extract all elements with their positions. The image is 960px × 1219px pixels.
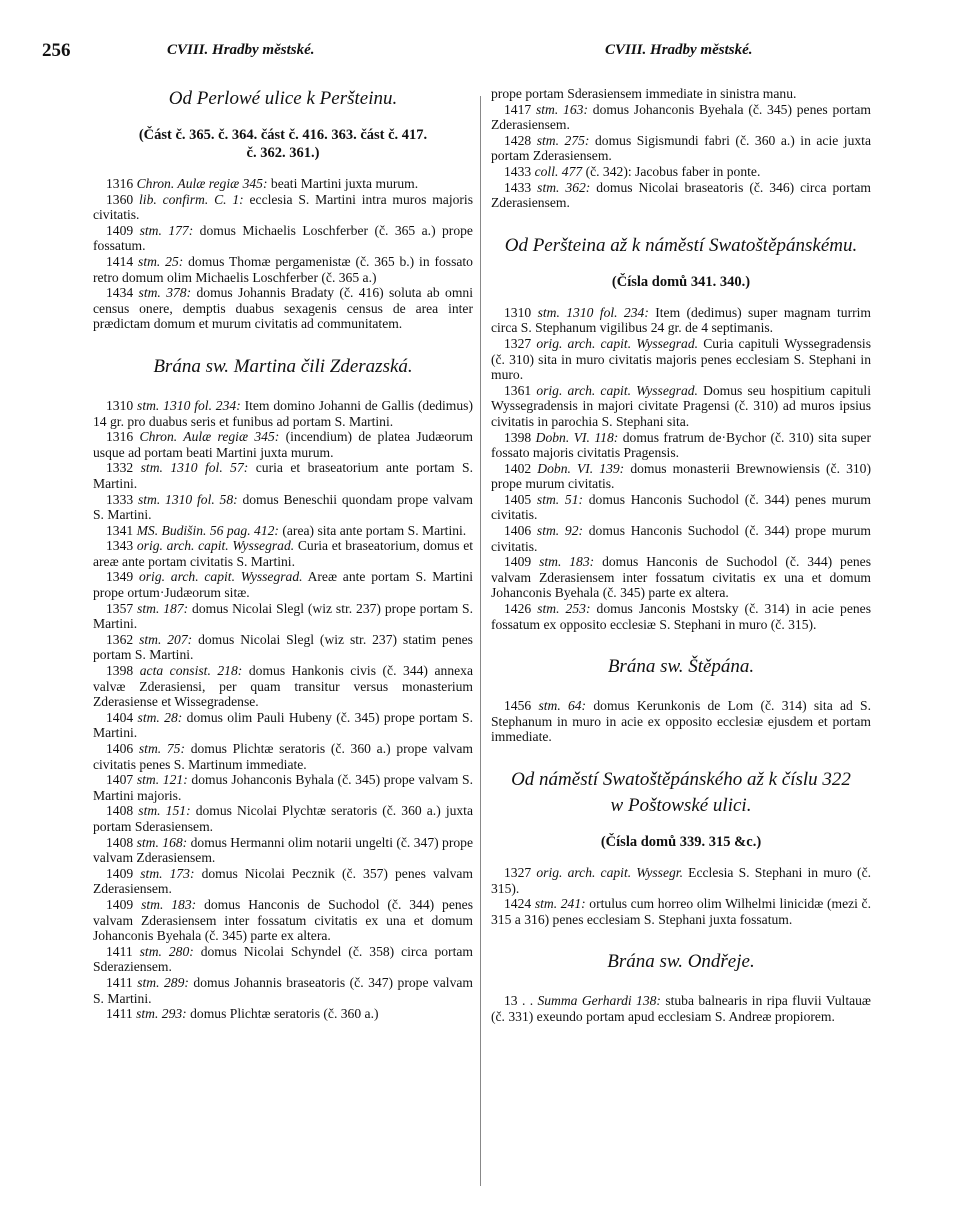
entry-text: domus fratrum de·Bychor (č. 310) sita super fossato majoris civitatis Pragensis.	[491, 429, 871, 461]
entry	[93, 538, 473, 569]
entry-text: ecclesia S. Martini intra muros majoris civitatis.	[93, 191, 474, 223]
house-numbers: (Čísla domů 339. 315 &c.)	[600, 834, 762, 850]
entry-source: stm. 280:	[139, 943, 194, 959]
entry	[93, 569, 473, 600]
entry-year: 1360	[106, 191, 134, 207]
entry-year: 1327	[504, 335, 532, 351]
entry	[93, 1006, 473, 1022]
entry-source: stm. 183:	[141, 896, 197, 912]
entry-year: 1398	[106, 663, 134, 679]
entry-text: domus Nicolai Plychtæ seratoris (č. 360 a.) juxta portam Sderasiensem.	[93, 803, 473, 834]
entry-text: domus Thomæ pergamenistæ (č. 365 b.) in fossato retro domum olim Michaelis Loschferber (č. 365 a.)	[93, 253, 473, 285]
entry-source: orig. arch. capit. Wyssegrad.	[536, 335, 699, 351]
entry-source: orig. arch. capit. Wyssegrad.	[136, 538, 295, 554]
entry-source: stm. 121:	[136, 772, 188, 788]
entry-text: domus monasterii Brewnowiensis (č. 310) prope murum civitatis.	[491, 460, 871, 492]
house-numbers: (Část č. 365. č. 364. část č. 416. 363. část č. 417.	[138, 127, 428, 143]
entry-year: 1316	[106, 176, 134, 191]
entry-year: 1409	[106, 896, 134, 912]
entry	[93, 429, 473, 460]
entry-text: domus Hanconis Suchodol (č. 344) penes murum civitatis.	[491, 491, 872, 523]
entry	[93, 176, 473, 192]
entry-text: domus Nicolai Pecznik (č. 357) penes valvam Zderasiensem.	[93, 865, 473, 897]
section-title: Brána sw. Martina čili Zderazská.	[153, 355, 413, 377]
entry-source: orig. arch. capit. Wyssegrad.	[138, 569, 303, 585]
entry-text: stuba balnearis in ripa fluvii Vultauæ (č. 331) exeundo portam apud ecclesiam S. Andreæ propiorem.	[491, 993, 871, 1024]
entry	[491, 102, 871, 133]
entry	[93, 835, 473, 866]
left-column	[93, 86, 473, 1022]
entry-source: stm. 1310 fol. 57:	[140, 460, 249, 476]
entry-text: domus Nicolai Slegl (wiz str. 237) prope portam S. Martini.	[93, 600, 474, 632]
entry-year: 1411	[106, 943, 133, 959]
entry	[491, 305, 871, 336]
entry-source: stm. 64:	[538, 698, 587, 714]
entry	[491, 164, 871, 180]
entry-year: 1343	[106, 538, 134, 554]
entry	[491, 554, 871, 601]
entry-year: 1409	[504, 554, 532, 570]
entry-list	[491, 698, 871, 745]
entry-text: Curia capituli Wyssegradensis (č. 310) sita in muro civitatis majoris penes ecclesiam S. Stephani in muro.	[491, 335, 871, 383]
entry-source: stm. 289:	[137, 974, 189, 990]
entry-year: 13 . .	[504, 993, 534, 1009]
entry	[93, 663, 473, 710]
entry-year: 1411	[106, 974, 133, 990]
entry-text: beati Martini juxta murum.	[270, 176, 419, 191]
entry-year: 1424	[504, 896, 532, 912]
entry-year: 1316	[106, 429, 134, 445]
entry-text: ortulus cum horreo olim Wilhelmi linicidæ (mezi č. 315 a 316) penes ecclesiam S. Stephani juxta fossatum.	[491, 896, 871, 927]
entry-list	[491, 102, 871, 211]
entry-source: lib. confirm. C. 1:	[139, 191, 244, 207]
entry-year: 1414	[106, 253, 134, 269]
entry-year: 1357	[106, 600, 134, 616]
entry-text: domus Johannis Bradaty (č. 416) soluta ab omni census onere, demptis duabus sexagenis census de area inter prædictam domum et murum civitatis ad communitatem.	[93, 285, 473, 332]
entry-source: stm. 362:	[537, 179, 591, 195]
entry	[93, 710, 473, 741]
entry-year: 1398	[504, 429, 532, 445]
entry	[93, 975, 473, 1006]
entry	[93, 803, 473, 834]
continuation-text: prope portam Sderasiensem immediate in sinistra manu.	[491, 86, 797, 101]
entry	[491, 383, 871, 430]
entry-source: acta consist. 218:	[139, 663, 243, 679]
entry-source: orig. arch. capit. Wyssegrad.	[536, 382, 698, 398]
entry-source: stm. 163:	[535, 101, 588, 117]
entry-source: coll. 477	[534, 163, 583, 179]
section-title: Od Perlowé ulice k Peršteinu.	[168, 88, 398, 109]
entry-text: Curia et braseatorium, domus et areæ ante portam civitatis S. Martini.	[93, 538, 474, 569]
entry	[93, 460, 473, 491]
entry	[93, 601, 473, 632]
column-divider	[480, 96, 481, 1186]
entry-year: 1407	[106, 772, 134, 788]
entry	[93, 192, 473, 223]
entry-text: domus Plichtæ seratoris (č. 360 a.) prope valvam civitatis penes S. Martinum immediate.	[93, 741, 473, 772]
entry	[93, 398, 473, 429]
section-title: Od náměstí Swatoštěpánského až k číslu 322	[511, 769, 851, 790]
entry-source: stm. 187:	[137, 600, 189, 616]
entry-text: domus Plichtæ seratoris (č. 360 a.)	[190, 1006, 379, 1022]
entry	[93, 944, 473, 975]
entry-text: Domus seu hospitium capituli Wyssegradensis in majori civitate Pragensi (č. 310) ad muros ipsius civitatis in parochia S. Stephani sita.	[491, 382, 871, 429]
entry-year: 1406	[504, 523, 532, 539]
entry-text: domus Johannis braseatoris (č. 347) prope valvam S. Martini.	[93, 974, 473, 1006]
entry-text: Item (dedimus) super magnam turrim circa S. Stephanum vigilibus 24 gr. de 4 septimanis.	[491, 304, 871, 336]
entry-year: 1361	[504, 382, 532, 398]
entry	[93, 866, 473, 897]
page-header	[42, 40, 918, 70]
entry-text: domus Hanconis Suchodol (č. 344) prope murum civitatis.	[491, 523, 872, 554]
entry	[491, 461, 871, 492]
entry	[491, 865, 871, 896]
entry-text: domus Kerunkonis de Lom (č. 314) sita ad S. Stephanum in muro in acie ex opposito ecclesiæ ejusdem et portam immediate.	[491, 698, 872, 745]
entry-text: domus Michaelis Loschferber (č. 365 a.) prope fossatum.	[93, 222, 473, 254]
entry	[491, 601, 871, 632]
entry-source: MS. Budišin. 56 pag. 412:	[136, 522, 279, 538]
section-title: w Poštowské ulici.	[610, 795, 752, 816]
entry-text: domus Nicolai braseatoris (č. 346) circa portam Zderasiensem.	[491, 179, 871, 211]
section-title: Brána sw. Štěpána.	[607, 656, 755, 678]
entry-year: 1411	[106, 1006, 133, 1022]
entry-source: stm. 275:	[536, 132, 590, 148]
entry-year: 1327	[504, 865, 532, 880]
entry	[93, 632, 473, 663]
entry	[93, 741, 473, 772]
entry-year: 1310	[106, 397, 134, 413]
entry	[491, 492, 871, 523]
entry-year: 1333	[106, 491, 134, 507]
entry-text: curia et braseatorium ante portam S. Martini.	[93, 460, 474, 491]
entry-source: stm. 177:	[139, 222, 194, 238]
entry-year: 1402	[504, 460, 532, 476]
entry-text: domus Janconis Mostsky (č. 314) in acie penes fossatum ex opposito ecclesiæ S. Stephani in muro (č. 315).	[491, 601, 871, 632]
entry-year: 1456	[504, 698, 532, 714]
entry-year: 1409	[106, 865, 134, 881]
entry-year: 1349	[106, 569, 134, 585]
entry-list	[491, 993, 871, 1024]
entry-source: stm. 173:	[140, 865, 195, 881]
entry-source: Dobn. VI. 139:	[537, 460, 625, 476]
entry	[93, 523, 473, 539]
entry-year: 1408	[106, 803, 134, 819]
entry-text: Ecclesia S. Stephani in muro (č. 315).	[491, 865, 872, 896]
entry-source: Dobn. VI. 118:	[535, 429, 619, 445]
entry	[93, 492, 473, 523]
entry-year: 1404	[106, 709, 134, 725]
house-numbers: (Čísla domů 341. 340.)	[611, 273, 751, 290]
entry	[491, 336, 871, 383]
entry-source: orig. arch. capit. Wyssegr.	[536, 865, 683, 880]
entry-source: stm. 51:	[536, 491, 584, 507]
entry-text: domus Hermanni olim notarii ungelti (č. 347) prope valvam Zderasiensem.	[93, 834, 473, 866]
entry	[93, 897, 473, 944]
section-title: Brána sw. Ondřeje.	[607, 951, 755, 973]
entry-year: 1362	[106, 631, 134, 647]
entry-source: stm. 1310 fol. 234:	[537, 304, 649, 320]
entry-year: 1310	[504, 304, 532, 320]
entry-text: domus Johanconis Byehala (č. 345) penes portam Zderasiensem.	[491, 101, 871, 133]
entry	[491, 133, 871, 164]
entry-list	[491, 305, 871, 632]
entry-text: (č. 342): Jacobus faber in ponte.	[585, 163, 761, 179]
entry-text: domus Sigismundi fabri (č. 360 a.) in acie juxta portam Zderasiensem.	[491, 132, 871, 164]
entry-source: stm. 293:	[136, 1006, 187, 1022]
entry	[93, 254, 473, 285]
entry-source: stm. 241:	[534, 896, 586, 912]
page-number: 256	[42, 40, 71, 61]
running-head-right: CVIII. Hradby městské.	[605, 42, 753, 58]
entry-text: domus olim Pauli Hubeny (č. 345) prope portam S. Martini.	[93, 709, 473, 741]
entry-year: 1408	[106, 834, 134, 850]
entry-source: stm. 378:	[138, 285, 192, 301]
entry-source: stm. 207:	[139, 631, 193, 647]
entry-text: domus Hankonis civis (č. 344) annexa valvæ Zderasiensi, per quam transitur versus monasterium Zderasiense et Wissegradense.	[93, 663, 473, 710]
entry-text: domus Hanconis de Suchodol (č. 344) penes valvam Zderasiensem inter fossatum civitatis ex una et domum Johanconis Byehala (č. 345) parte ex altera.	[491, 554, 871, 601]
entry-year: 1433	[504, 163, 532, 179]
entry-year: 1428	[504, 132, 532, 148]
entry-text: domus Beneschii quondam prope valvam S. Martini.	[93, 491, 473, 523]
entry	[491, 896, 871, 927]
entry-source: stm. 253:	[537, 601, 591, 617]
entry	[491, 993, 871, 1024]
entry	[93, 772, 473, 803]
entry-text: domus Hanconis de Suchodol (č. 344) penes valvam Zderasiensem inter fossatum civitatis ex una et domum Johanconis Byehala (č. 345) parte ex altera.	[93, 896, 473, 944]
entry-text: Areæ ante portam S. Martini prope ortum·Judæorum sitæ.	[93, 569, 473, 601]
running-head-left: CVIII. Hradby městské.	[167, 42, 315, 58]
entry	[491, 430, 871, 461]
entry-source: stm. 25:	[138, 253, 184, 269]
entry	[93, 285, 473, 332]
entry	[491, 523, 871, 554]
entry-text: domus Nicolai Schyndel (č. 358) circa portam Sderaziensem.	[93, 943, 473, 975]
house-numbers: č. 362. 361.)	[246, 145, 320, 161]
entry-text: (area) sita ante portam S. Martini.	[282, 522, 467, 538]
right-column	[491, 86, 871, 1025]
entry-year: 1433	[504, 179, 532, 195]
entry-year: 1434	[106, 285, 134, 301]
entry-year: 1332	[106, 460, 134, 476]
entry	[491, 180, 871, 211]
entry	[93, 223, 473, 254]
entry-year: 1426	[504, 601, 532, 617]
entry-source: stm. 75:	[138, 741, 185, 756]
entry-source: stm. 92:	[536, 523, 584, 539]
entry-year: 1405	[504, 491, 532, 507]
entry-text: domus Nicolai Slegl (wiz str. 237) statim penes portam S. Martini.	[93, 631, 473, 663]
entry-year: 1406	[106, 741, 134, 756]
entry-list	[491, 865, 871, 927]
entry	[491, 698, 871, 745]
entry-source: stm. 1310 fol. 58:	[137, 491, 238, 507]
entry-source: stm. 151:	[138, 803, 191, 819]
entry-year: 1409	[106, 222, 134, 238]
entry-source: stm. 183:	[539, 554, 595, 570]
entry-list	[93, 398, 473, 1022]
entry-year: 1341	[106, 522, 134, 538]
entry-source: stm. 28:	[137, 709, 183, 725]
entry-source: Chron. Aulæ regiæ 345:	[139, 429, 280, 445]
entry-source: Chron. Aulæ regiæ 345:	[136, 176, 268, 191]
section-title: Od Peršteina až k náměstí Swatoštěpánskému.	[504, 234, 858, 256]
entry-text: Item domino Johanni de Gallis (dedimus) 14 gr. pro duabus seris et funibus ad portam S. Martini.	[93, 397, 473, 429]
entry-text: domus Johanconis Byhala (č. 345) prope valvam S. Martini majoris.	[93, 772, 473, 803]
entry-year: 1417	[504, 101, 532, 117]
entry-list	[93, 176, 473, 332]
entry-source: stm. 1310 fol. 234:	[137, 397, 241, 413]
entry-text: (incendium) de platea Judæorum usque ad portam beati Martini juxta murum.	[93, 429, 473, 460]
entry-source: stm. 168:	[136, 834, 188, 850]
entry-source: Summa Gerhardi 138:	[537, 993, 661, 1009]
